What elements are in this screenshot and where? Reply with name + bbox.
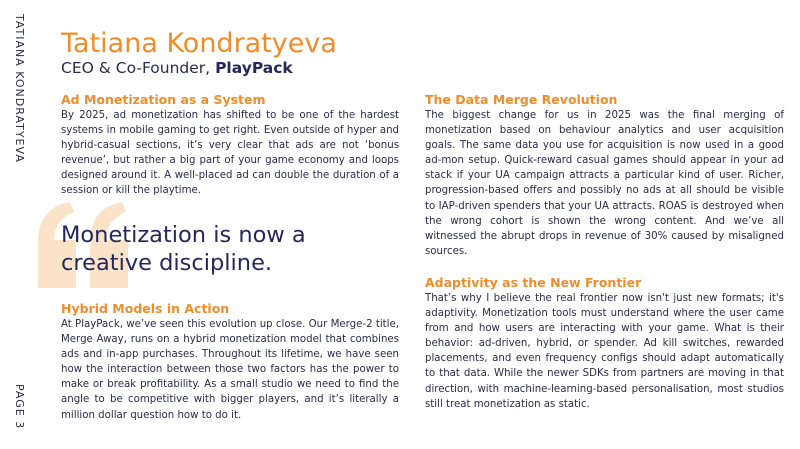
section-body: By 2025, ad monetization has shifted to be one of the hardest systems in mobile gaming to get right. Even outside of hyper and hybrid-casual sections, it’s very clear that ads are not ‘bonus revenue’, but rather a big part of your game economy and loops designed around it. A well-placed ad can double the duration of a session or kill the playtime. <box>61 110 399 197</box>
section-body: That’s why I believe the real frontier now isn't just new formats; it's adaptivity. Monetization tools must understand where the user came from and how users are interacting with your game. What is their behavior: ad-driven, hybrid, or spender. Ad kill switches, rewarded placements, and even frequency configs should adapt automatically to that data. While the newer SDKs from partners are moving in that direction, with machine-learning-based personalisation, most studios still treat monetization as static. <box>425 293 784 410</box>
role-prefix: CEO & Co-Founder, <box>61 59 211 77</box>
section-data-merge <box>425 92 784 259</box>
section-body: The biggest change for us in 2025 was the final merging of monetization based on behaviour analytics and user acquisition goals. The same data you use for acquisition is now used in a good ad-mon setup. Quick-reward casual games should appear in your ad stack if your UA campaign attracts a particular kind of user. Richer, progression-based offers and possibly no ads at all should be visible to IAP-driven spenders that your UA attracts. ROAS is destroyed when the wrong cohort is shown the wrong content. And we’ve all witnessed the abrupt drops in revenue of 30% caused by misaligned sources. <box>425 110 784 257</box>
pull-quote <box>61 221 361 277</box>
author-name: Tatiana Kondratyeva <box>61 28 337 59</box>
section-heading: Ad Monetization as a System <box>61 92 266 107</box>
section-heading: The Data Merge Revolution <box>425 92 618 107</box>
page-number: PAGE 3 <box>13 384 26 430</box>
section-ad-monetization <box>61 92 399 199</box>
section-body: At PlayPack, we’ve seen this evolution up close. Our Merge-2 title, Merge Away, runs on a hybrid monetization model that combines ads and in-app purchases. Throughout its lifetime, we have seen how the interaction between those two factors has the power to make or break profitability. As a small studio we need to find the angle to be competitive with bigger players, and it’s literally a million dollar question how to do it. <box>61 319 399 421</box>
section-adaptivity <box>425 275 784 412</box>
company-name: PlayPack <box>215 59 293 77</box>
section-heading: Hybrid Models in Action <box>61 301 230 316</box>
section-hybrid-models <box>61 301 399 423</box>
sidebar-author: TATIANA KONDRATYEVA <box>13 14 26 163</box>
section-heading: Adaptivity as the New Frontier <box>425 275 642 290</box>
quote-line-2: creative discipline. <box>61 250 273 276</box>
quote-line-1: Monetization is now a <box>61 222 306 248</box>
author-role <box>61 58 293 78</box>
